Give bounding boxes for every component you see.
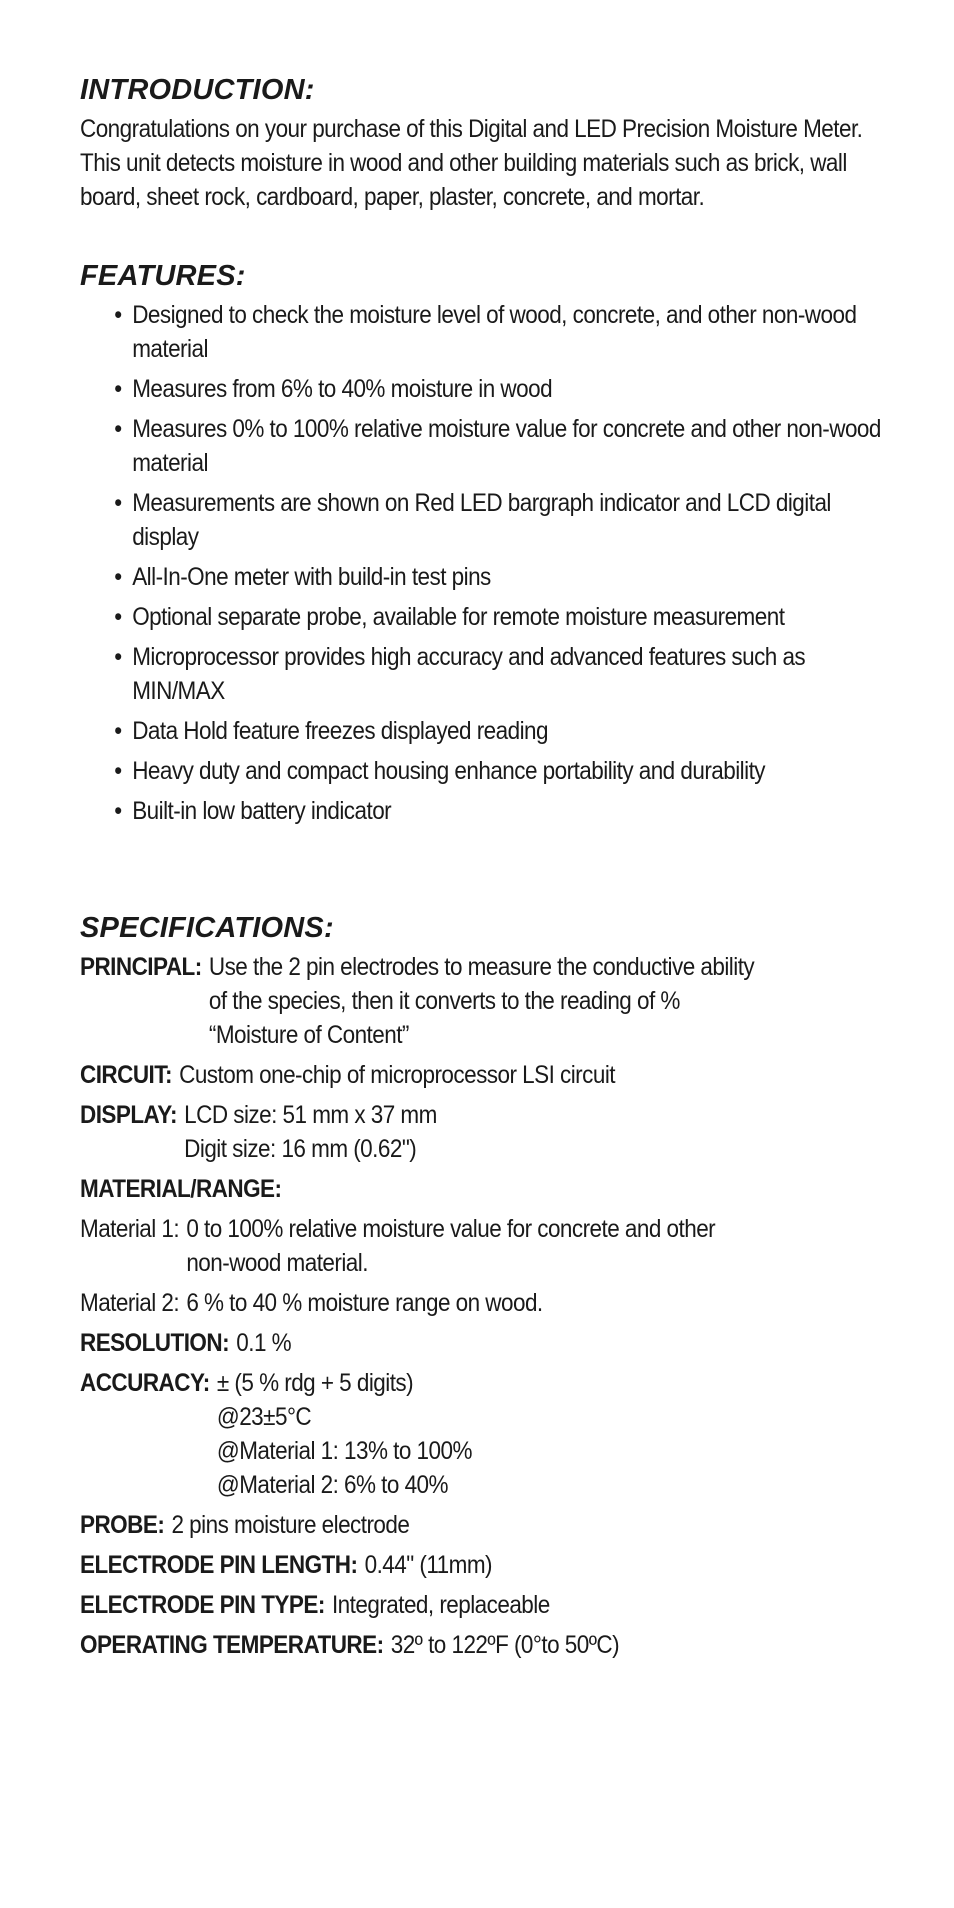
feature-item: • Microprocessor provides high accuracy and advanced features such as MIN/MAX — [114, 640, 899, 708]
spec-label: Material 1: — [80, 1215, 180, 1243]
introduction-heading: INTRODUCTION: — [80, 74, 315, 106]
spec-circuit — [80, 1058, 899, 1092]
spec-value-line: @23±5°C — [216, 1403, 312, 1431]
introduction-text: Congratulations on your purchase of this Digital and LED Precision Moisture Meter. This unit detects moisture in wood and other building materials such as brick, wall board, sheet rock, cardboard, paper, plaster, concrete, and mortar. — [80, 115, 863, 211]
spec-label: DISPLAY: — [80, 1101, 177, 1129]
specifications-section — [80, 910, 900, 1662]
spec-pin-length — [80, 1548, 899, 1582]
spec-value: 0.1 % — [236, 1329, 292, 1357]
features-section — [80, 258, 900, 828]
feature-item: • Measures from 6% to 40% moisture in wood — [114, 372, 899, 406]
spec-probe — [80, 1508, 899, 1542]
spec-label: PROBE: — [80, 1511, 165, 1539]
spec-label: RESOLUTION: — [80, 1329, 230, 1357]
spec-label: ELECTRODE PIN TYPE: — [80, 1591, 325, 1619]
feature-item: • Built-in low battery indicator — [114, 794, 899, 828]
spec-value-line: ± (5 % rdg + 5 digits) — [216, 1369, 414, 1397]
spec-value-line: @Material 2: 6% to 40% — [216, 1471, 448, 1499]
spec-label: OPERATING TEMPERATURE: — [80, 1631, 384, 1659]
spec-value: 2 pins moisture electrode — [171, 1511, 410, 1539]
spec-value: 6 % to 40 % moisture range on wood. — [186, 1289, 543, 1317]
spec-value-line: 0 to 100% relative moisture value for concrete and other — [186, 1215, 716, 1243]
feature-item: • Optional separate probe, available for remote moisture measurement — [114, 600, 899, 634]
spec-label: Material 2: — [80, 1289, 180, 1317]
feature-item: • Measurements are shown on Red LED bargraph indicator and LCD digital display — [114, 486, 899, 554]
specifications-heading: SPECIFICATIONS: — [80, 912, 334, 944]
spec-value: 32º to 122ºF (0°to 50ºC) — [390, 1631, 620, 1659]
spec-resolution — [80, 1326, 899, 1360]
spec-material-2 — [80, 1286, 899, 1320]
spec-value-line: non-wood material. — [186, 1249, 368, 1277]
spec-value-line: @Material 1: 13% to 100% — [216, 1437, 472, 1465]
spec-value-line: LCD size: 51 mm x 37 mm — [184, 1101, 437, 1129]
spec-pin-type — [80, 1588, 899, 1622]
feature-list — [80, 298, 899, 828]
spec-value-line: “Moisture of Content” — [208, 1021, 409, 1049]
spec-material-range-title: MATERIAL/RANGE: — [80, 1175, 282, 1203]
spec-principal — [80, 950, 899, 1052]
spec-value-line: Use the 2 pin electrodes to measure the conductive ability — [208, 953, 755, 981]
spec-value-line: Digit size: 16 mm (0.62") — [184, 1135, 417, 1163]
spec-value-line: of the species, then it converts to the reading of % — [208, 987, 680, 1015]
spec-value: 0.44" (11mm) — [364, 1551, 493, 1579]
spec-label: CIRCUIT: — [80, 1061, 172, 1089]
feature-item: • Measures 0% to 100% relative moisture value for concrete and other non-wood material — [114, 412, 899, 480]
feature-item: • Heavy duty and compact housing enhance portability and durability — [114, 754, 899, 788]
spec-label: PRINCIPAL: — [80, 953, 202, 981]
feature-item: • All-In-One meter with build-in test pins — [114, 560, 899, 594]
spec-label: ACCURACY: — [80, 1369, 210, 1397]
spec-accuracy — [80, 1366, 899, 1502]
introduction-section — [80, 72, 900, 214]
feature-item: • Designed to check the moisture level of wood, concrete, and other non-wood material — [114, 298, 899, 366]
features-heading: FEATURES: — [80, 260, 246, 292]
spec-display — [80, 1098, 899, 1166]
spec-label: ELECTRODE PIN LENGTH: — [80, 1551, 358, 1579]
spec-value: Integrated, replaceable — [331, 1591, 550, 1619]
manual-page — [80, 72, 900, 1668]
spec-operating-temperature — [80, 1628, 899, 1662]
spec-value: Custom one-chip of microprocessor LSI circuit — [179, 1061, 615, 1089]
feature-item: • Data Hold feature freezes displayed reading — [114, 714, 899, 748]
spec-material-1 — [80, 1212, 899, 1280]
